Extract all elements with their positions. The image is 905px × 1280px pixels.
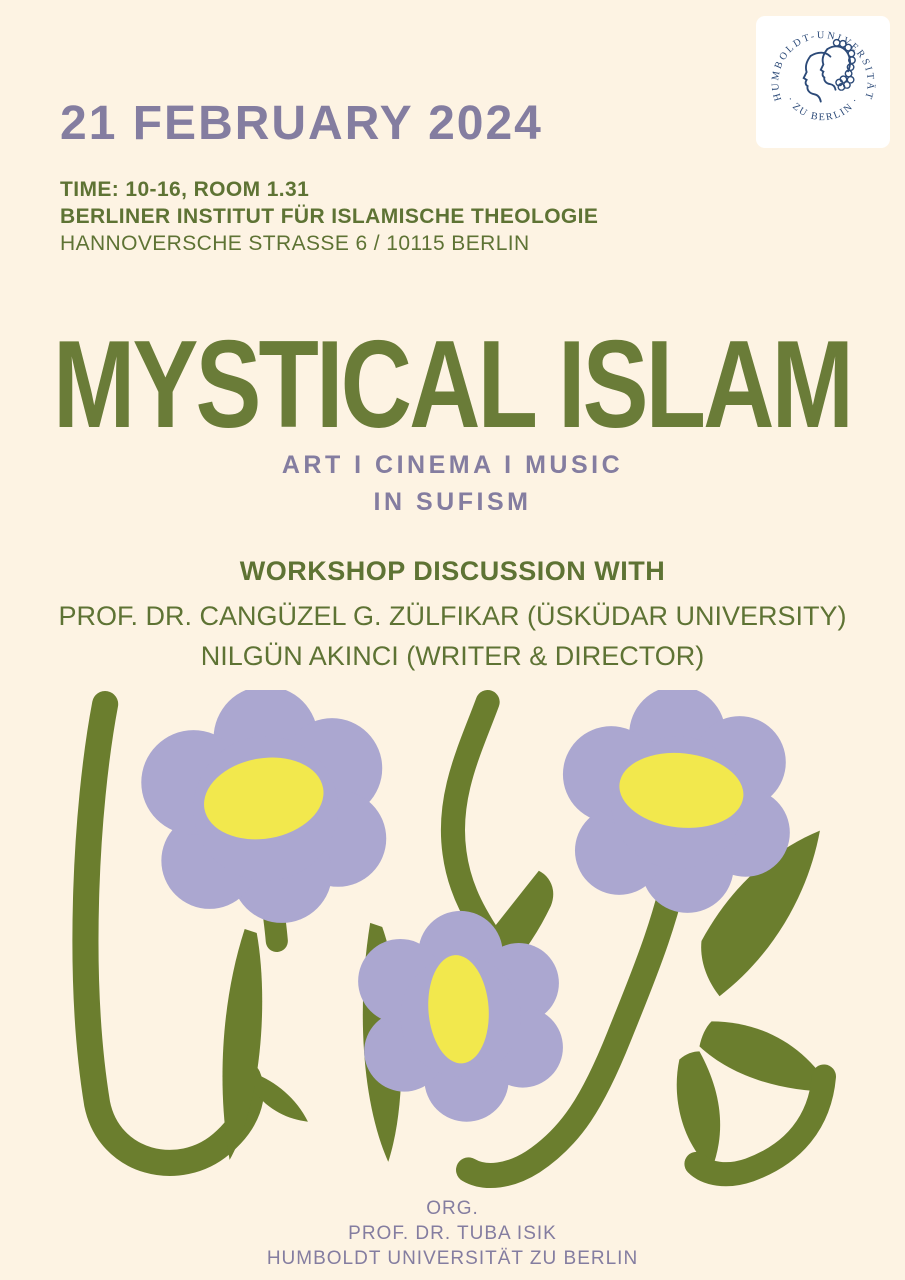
workshop-block: [0, 556, 905, 676]
footer-org-label: ORG.: [426, 1198, 479, 1219]
poster-title: MYSTICAL ISLAM: [53, 315, 852, 455]
subtitle-line1: ART I CINEMA I MUSIC: [281, 451, 624, 479]
seal-bottom-text: · ZU BERLIN ·: [784, 94, 862, 124]
workshop-speaker-2: NILGÜN AKINCI (WRITER & DIRECTOR): [200, 641, 705, 671]
footer-block: [0, 1196, 905, 1271]
event-address: HANNOVERSCHE STRASSE 6 / 10115 BERLIN: [60, 232, 530, 255]
footer-university: HUMBOLDT UNIVERSITÄT ZU BERLIN: [266, 1248, 639, 1269]
event-date: 21 FEBRUARY 2024: [60, 97, 543, 150]
humboldt-logo: [756, 16, 890, 148]
workshop-speaker-1: PROF. DR. CANGÜZEL G. ZÜLFIKAR (ÜSKÜDAR UNIVERSITY): [58, 601, 847, 631]
event-time-room: TIME: 10-16, ROOM 1.31: [60, 178, 310, 201]
flower-illustration: [69, 690, 837, 1192]
event-institute: BERLINER INSTITUT FÜR ISLAMISCHE THEOLOGIE: [60, 205, 599, 228]
footer-organizer: PROF. DR. TUBA ISIK: [348, 1223, 557, 1244]
seal-top-text: HUMBOLDT-UNIVERSITÄT: [770, 30, 876, 103]
humboldt-seal-icon: [760, 20, 886, 144]
subtitle-line2: IN SUFISM: [373, 488, 532, 516]
workshop-heading: WORKSHOP DISCUSSION WITH: [239, 556, 666, 586]
flower-top-left: [141, 690, 386, 923]
event-info-block: [60, 176, 598, 257]
poster-subtitle: [0, 447, 905, 521]
